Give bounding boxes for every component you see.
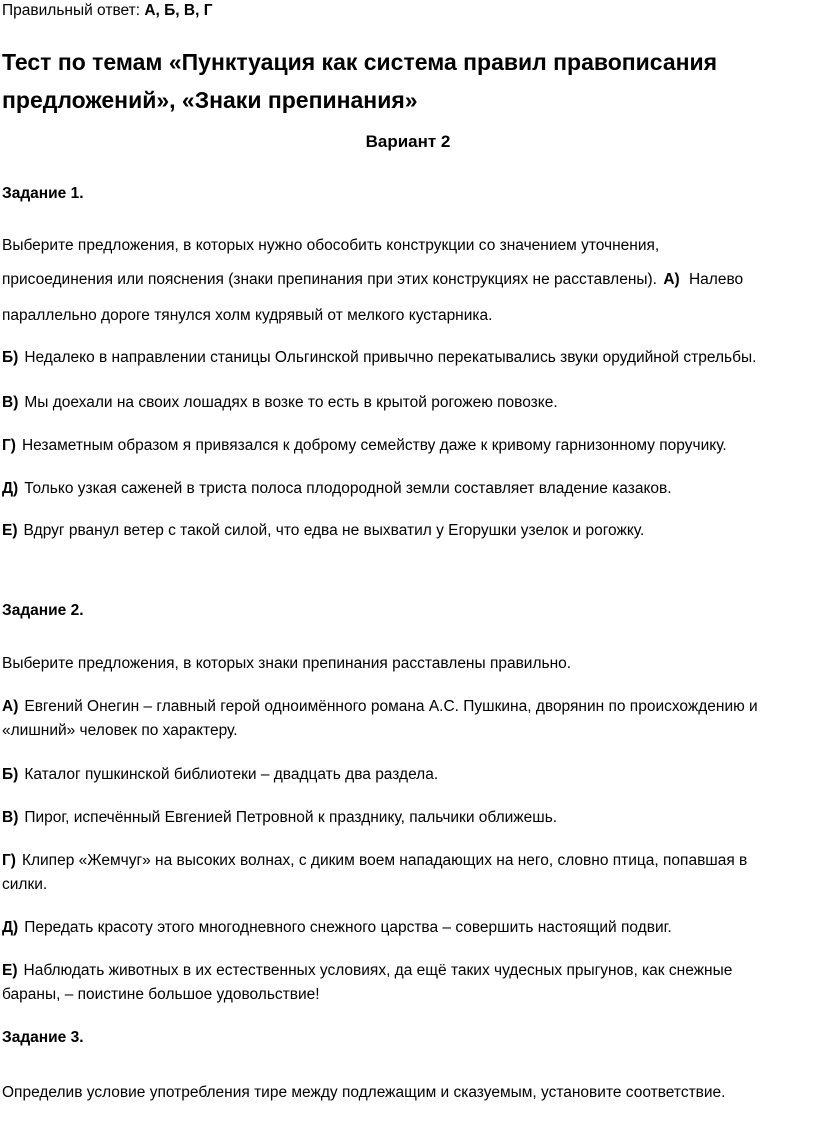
task1-option-g [2, 436, 727, 456]
option-text: Пирог, испечённый Евгенией Петровной к празднику, пальчики оближешь. [24, 809, 558, 826]
option-text: Незаметным образом я привязался к доброму семейству даже к кривому гарнизонному поручику. [21, 437, 727, 454]
page-title-line-2: предложений», «Знаки препинания» [2, 87, 418, 113]
option-letter: Д) [2, 919, 19, 936]
task2-option-a-continuation: «лишний» человек по характеру. [2, 722, 238, 739]
option-letter: Е) [2, 962, 18, 979]
option-letter: Б) [2, 766, 19, 783]
option-letter: А) [2, 698, 19, 715]
task2-heading: Задание 2. [2, 602, 84, 619]
task1-heading: Задание 1. [2, 185, 84, 202]
task1-option-a-letter: А) [663, 271, 680, 288]
answer-label: Правильный ответ: [2, 2, 141, 19]
task1-option-a-continuation: параллельно дороге тянулся холм кудрявый от мелкого кустарника. [2, 307, 493, 324]
option-letter: Г) [2, 852, 16, 869]
option-text: Передать красоту этого многодневного снежного царства – совершить настоящий подвиг. [24, 919, 672, 936]
task2-option-g-continuation: силки. [2, 876, 48, 893]
task2-instruction: Выберите предложения, в которых знаки препинания расставлены правильно. [2, 655, 572, 672]
answer-value: А, Б, В, Г [144, 2, 213, 19]
task1-option-b [2, 348, 756, 368]
option-text: Мы доехали на своих лошадях в возке то есть в крытой рогожею повозке. [24, 394, 558, 411]
task2-option-d [2, 918, 672, 938]
task1-instruction-line-1: Выберите предложения, в которых нужно обособить конструкции со значением уточнения, [2, 237, 660, 254]
option-text: Наблюдать животных в их естественных условиях, да ещё таких чудесных прыгунов, как снежные [23, 962, 733, 979]
option-letter: В) [2, 394, 19, 411]
option-letter: Е) [2, 522, 18, 539]
option-letter: Д) [2, 480, 19, 497]
task2-option-g [2, 851, 747, 871]
option-text: Евгений Онегин – главный герой одноимённого романа А.С. Пушкина, дворянин по происхождению и [24, 698, 758, 715]
task1-option-a-text-start: Налево [688, 271, 744, 288]
task2-option-e [2, 961, 732, 981]
answer-line [2, 1, 212, 21]
page-title-line-1: Тест по темам «Пунктуация как система правил правописания [2, 49, 718, 75]
option-text: Только узкая саженей в триста полоса плодородной земли составляет владение казаков. [24, 480, 672, 497]
task3-instruction: Определив условие употребления тире между подлежащим и сказуемым, установите соответствие. [2, 1084, 726, 1101]
task2-option-b [2, 765, 438, 785]
option-text: Каталог пушкинской библиотеки – двадцать два раздела. [24, 766, 439, 783]
task1-instruction-line-2 [2, 270, 743, 290]
task1-option-e [2, 521, 644, 541]
option-letter: В) [2, 809, 19, 826]
task3-heading: Задание 3. [2, 1029, 84, 1046]
variant-heading: Вариант 2 [365, 132, 451, 151]
task1-option-v [2, 393, 558, 413]
task1-option-d [2, 479, 672, 499]
option-text: Вдруг рванул ветер с такой силой, что едва не выхватил у Егорушки узелок и рогожку. [23, 522, 645, 539]
option-text: Недалеко в направлении станицы Ольгинской привычно перекатывались звуки орудийной стрельбы. [24, 349, 757, 366]
task2-option-e-continuation: бараны, – поистине большое удовольствие! [2, 986, 320, 1003]
task2-option-v [2, 808, 557, 828]
task1-instruction-text: присоединения или пояснения (знаки препинания при этих конструкциях не расставлены). [2, 271, 657, 288]
task2-option-a [2, 697, 758, 717]
option-letter: Г) [2, 437, 16, 454]
option-text: Клипер «Жемчуг» на высоких волнах, с диким воем нападающих на него, словно птица, попавшая в [21, 852, 748, 869]
option-letter: Б) [2, 349, 19, 366]
